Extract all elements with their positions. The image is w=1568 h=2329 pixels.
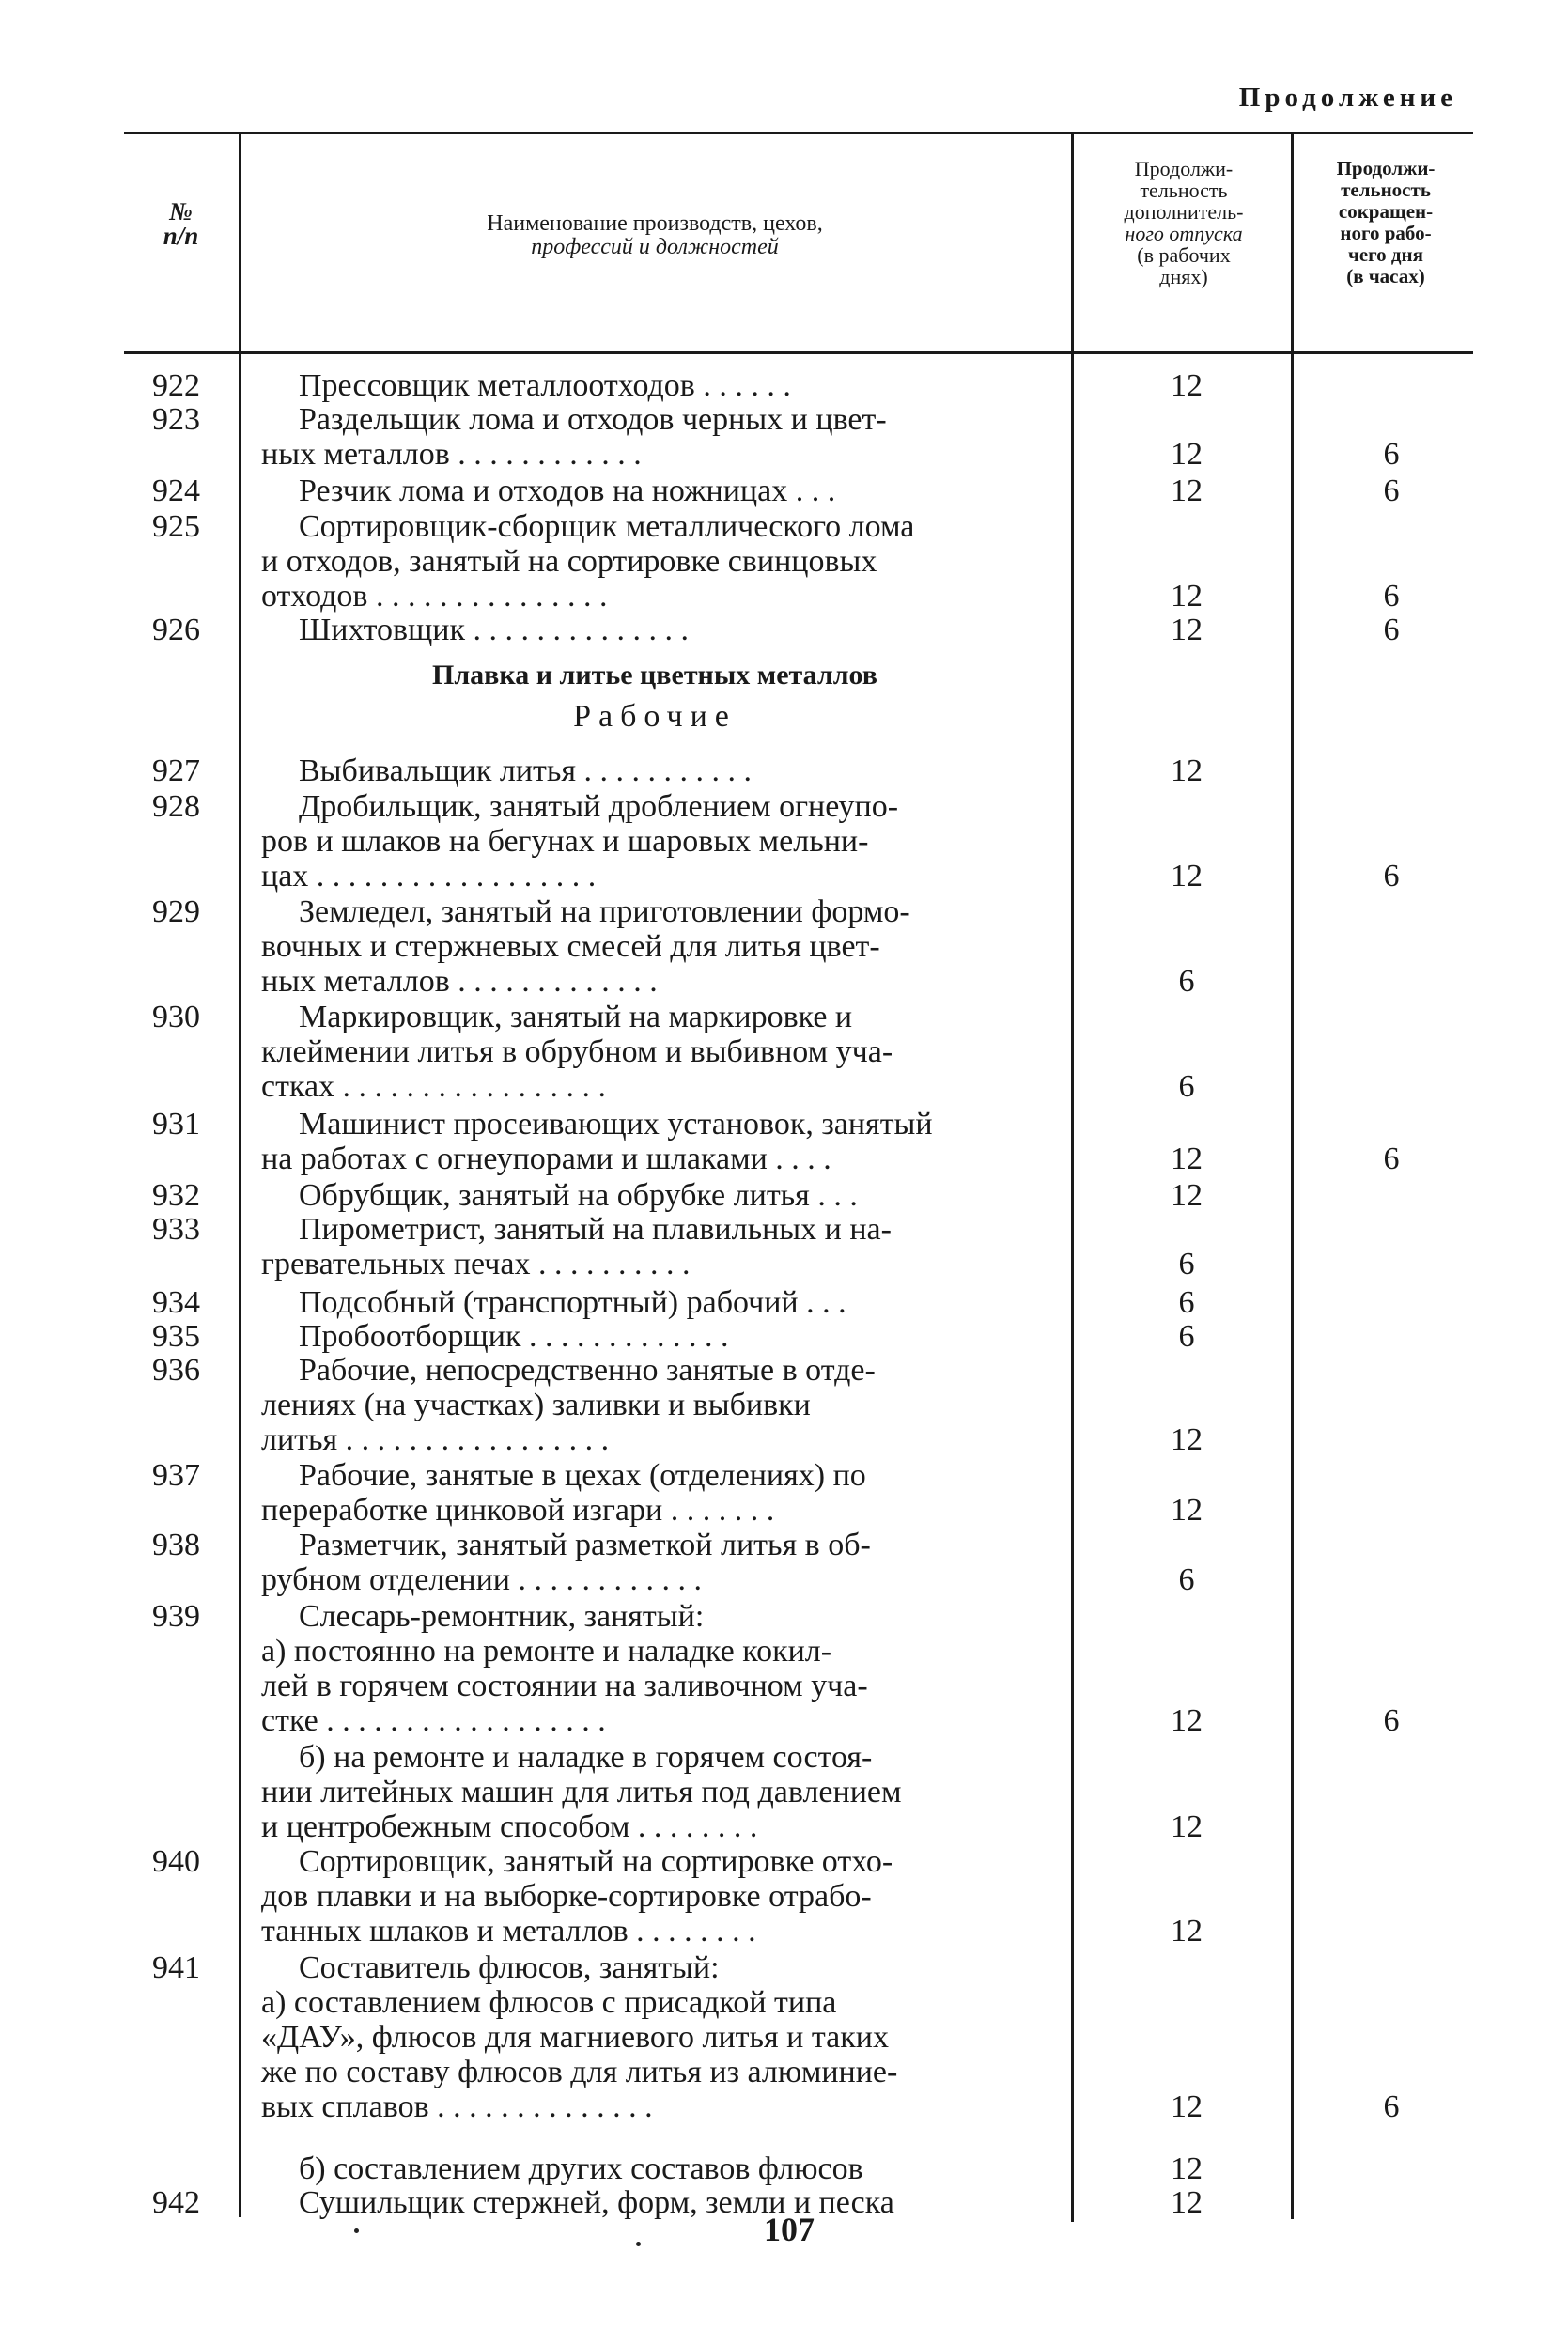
row-vacation-days: 12 — [1171, 368, 1203, 403]
header-vacation-line: Продолжи- — [1134, 157, 1234, 180]
row-description-line: Резчик лома и отходов на ножницах . . . — [299, 474, 836, 508]
row-description-line: Земледел, занятый на приготовлении формо- — [299, 894, 910, 929]
row-vacation-days: 6 — [1178, 1319, 1195, 1354]
row-description-line: и центробежным способом . . . . . . . . — [261, 1809, 758, 1844]
row-description-line: стках . . . . . . . . . . . . . . . . . — [261, 1069, 607, 1104]
row-description-line: вочных и стержневых смесей для литья цвет- — [261, 929, 880, 964]
header-number — [127, 199, 235, 248]
header-hours-line: Продолжи- — [1336, 157, 1436, 179]
row-description-line: Пирометрист, занятый на плавильных и на- — [299, 1212, 892, 1247]
row-description — [261, 1107, 1060, 1176]
row-description-line: Раздельщик лома и отходов черных и цвет- — [299, 402, 887, 437]
row-description — [299, 368, 1060, 403]
row-vacation-days: 12 — [1171, 1703, 1203, 1738]
row-vacation-days: 6 — [1178, 1285, 1195, 1320]
row-description-line: лениях (на участках) заливки и выбивки — [261, 1388, 811, 1422]
row-description — [261, 1599, 1060, 1738]
row-number: 925 — [152, 509, 200, 544]
row-number: 931 — [152, 1107, 200, 1141]
row-description — [299, 474, 1060, 508]
header-vacation-line: тельность — [1140, 179, 1228, 202]
row-description — [299, 2185, 1060, 2220]
row-description-line: рубном отделении . . . . . . . . . . . . — [261, 1562, 702, 1597]
row-vacation-days: 12 — [1171, 859, 1203, 893]
row-description — [299, 2151, 1060, 2186]
row-description — [261, 789, 1060, 893]
row-description-line: переработке цинковой изгари . . . . . . . — [261, 1493, 775, 1528]
row-description-line: Разметчик, занятый разметкой литья в об- — [299, 1528, 871, 1562]
header-name-line: профессий и должностей — [531, 235, 779, 259]
row-description — [261, 1353, 1060, 1457]
row-shortened-hours: 6 — [1383, 859, 1400, 893]
row-number: 942 — [152, 2185, 200, 2220]
column-divider-hours — [1291, 132, 1294, 2219]
row-description-line: Сортировщик, занятый на сортировке отхо- — [299, 1844, 893, 1879]
header-number-line: № — [169, 197, 193, 225]
header-name-line: Наименование производств, цехов, — [487, 211, 823, 236]
row-shortened-hours: 6 — [1383, 437, 1400, 472]
row-vacation-days: 12 — [1171, 1141, 1203, 1176]
row-description-line: на работах с огнеупорами и шлаками . . . . — [261, 1141, 831, 1176]
row-vacation-days: 12 — [1171, 437, 1203, 472]
row-number: 930 — [152, 1000, 200, 1034]
row-description-line: ров и шлаков на бегунах и шаровых мельни- — [261, 824, 869, 859]
row-shortened-hours: 6 — [1383, 2089, 1400, 2124]
row-description — [261, 1212, 1060, 1281]
row-number: 924 — [152, 474, 200, 508]
header-name — [246, 212, 1063, 259]
row-number: 937 — [152, 1458, 200, 1493]
table-top-rule — [124, 132, 1473, 134]
row-vacation-days: 12 — [1171, 474, 1203, 508]
row-description-line: ных металлов . . . . . . . . . . . . . — [261, 964, 658, 999]
row-description-line: отходов . . . . . . . . . . . . . . . — [261, 579, 608, 613]
row-vacation-days: 6 — [1178, 1247, 1195, 1281]
row-number: 926 — [152, 613, 200, 647]
row-description-line: стке . . . . . . . . . . . . . . . . . . — [261, 1703, 606, 1738]
row-description-line: «ДАУ», флюсов для магниевого литья и таких — [261, 2020, 889, 2055]
row-description-line: Сортировщик-сборщик металлического лома — [299, 509, 915, 544]
row-description-line: Выбивальщик литья . . . . . . . . . . . — [299, 753, 753, 788]
row-description — [261, 1000, 1060, 1104]
row-description-line: лей в горячем состоянии на заливочном уча- — [261, 1669, 868, 1703]
row-description — [299, 753, 1060, 788]
row-vacation-days: 12 — [1171, 2089, 1203, 2124]
column-divider-num — [239, 132, 241, 2217]
row-description-line: танных шлаков и металлов . . . . . . . . — [261, 1914, 756, 1949]
header-vacation-line: ного отпуска — [1125, 222, 1243, 245]
row-description-line: Рабочие, непосредственно занятые в отде- — [299, 1353, 876, 1388]
row-vacation-days: 6 — [1178, 1069, 1195, 1104]
row-vacation-days: 12 — [1171, 1493, 1203, 1528]
header-hours-line: сокращен- — [1338, 200, 1434, 223]
header-hours-line: тельность — [1341, 179, 1431, 201]
row-description-line: гревательных печах . . . . . . . . . . — [261, 1247, 691, 1281]
header-vacation-line: (в рабочих — [1137, 243, 1231, 267]
section-subtitle: Рабочие — [573, 699, 737, 734]
row-number: 922 — [152, 368, 200, 403]
header-bottom-rule — [124, 351, 1473, 354]
page-number: 107 — [764, 2211, 815, 2248]
row-description-line: б) на ремонте и наладке в горячем состоя- — [299, 1740, 873, 1775]
header-hours-line: чего дня — [1347, 243, 1423, 266]
row-description-line: Прессовщик металлоотходов . . . . . . — [299, 368, 791, 403]
row-description-line: вых сплавов . . . . . . . . . . . . . . — [261, 2089, 653, 2124]
row-description-line: а) постоянно на ремонте и наладке кокил- — [261, 1634, 832, 1669]
row-shortened-hours: 6 — [1383, 613, 1400, 647]
row-description — [261, 1740, 1060, 1844]
row-description-line: а) составлением флюсов с присадкой типа — [261, 1985, 837, 2020]
section-title: Плавка и литье цветных металлов — [432, 660, 877, 691]
print-speck — [354, 2228, 359, 2233]
row-shortened-hours: 6 — [1383, 474, 1400, 508]
row-shortened-hours: 6 — [1383, 1141, 1400, 1176]
row-description-line: цах . . . . . . . . . . . . . . . . . . — [261, 859, 597, 893]
row-description — [261, 1458, 1060, 1528]
row-description-line: Слесарь-ремонтник, занятый: — [299, 1599, 705, 1634]
row-description — [299, 1319, 1060, 1354]
row-number: 941 — [152, 1950, 200, 1985]
row-description — [299, 1285, 1060, 1320]
row-vacation-days: 12 — [1171, 579, 1203, 613]
column-divider-vac — [1071, 132, 1074, 2222]
row-vacation-days: 6 — [1178, 964, 1195, 999]
row-number: 934 — [152, 1285, 200, 1320]
row-description — [261, 1528, 1060, 1597]
row-description-line: Подсобный (транспортный) рабочий . . . — [299, 1285, 846, 1320]
row-shortened-hours: 6 — [1383, 579, 1400, 613]
row-number: 939 — [152, 1599, 200, 1634]
row-number: 932 — [152, 1178, 200, 1213]
row-description-line: Дробильщик, занятый дроблением огнеупо- — [299, 789, 899, 824]
header-vacation — [1079, 158, 1289, 287]
row-number: 936 — [152, 1353, 200, 1388]
row-description — [261, 1950, 1060, 2124]
row-description-line: дов плавки и на выборке-сортировке отрабо- — [261, 1879, 872, 1914]
row-description-line: же по составу флюсов для литья из алюминие- — [261, 2055, 898, 2089]
row-number: 929 — [152, 894, 200, 929]
row-vacation-days: 12 — [1171, 2151, 1203, 2186]
row-description-line: б) составлением других составов флюсов — [299, 2151, 863, 2186]
row-description — [261, 402, 1060, 472]
row-description-line: Маркировщик, занятый на маркировке и — [299, 1000, 853, 1034]
row-description-line: нии литейных машин для литья под давлением — [261, 1775, 902, 1809]
row-description-line: Рабочие, занятые в цехах (отделениях) по — [299, 1458, 866, 1493]
row-description-line: литья . . . . . . . . . . . . . . . . . — [261, 1422, 610, 1457]
row-shortened-hours: 6 — [1383, 1703, 1400, 1738]
header-hours — [1298, 158, 1473, 287]
header-hours-line: ного рабо- — [1340, 222, 1432, 244]
row-vacation-days: 12 — [1171, 1422, 1203, 1457]
row-description — [261, 1844, 1060, 1949]
row-number: 933 — [152, 1212, 200, 1247]
row-description-line: Шихтовщик . . . . . . . . . . . . . . — [299, 613, 690, 647]
row-description-line: Пробоотборщик . . . . . . . . . . . . . — [299, 1319, 729, 1354]
row-description-line: и отходов, занятый на сортировке свинцовых — [261, 544, 877, 579]
header-hours-line: (в часах) — [1346, 265, 1425, 287]
row-vacation-days: 12 — [1171, 753, 1203, 788]
row-number: 940 — [152, 1844, 200, 1879]
header-number-line: п/п — [163, 222, 199, 250]
row-description-line: ных металлов . . . . . . . . . . . . — [261, 437, 642, 472]
row-description-line: Составитель флюсов, занятый: — [299, 1950, 720, 1985]
row-number: 935 — [152, 1319, 200, 1354]
row-vacation-days: 12 — [1171, 1178, 1203, 1213]
row-number: 938 — [152, 1528, 200, 1562]
row-vacation-days: 12 — [1171, 1809, 1203, 1844]
row-description — [261, 509, 1060, 613]
row-vacation-days: 12 — [1171, 2185, 1203, 2220]
row-number: 927 — [152, 753, 200, 788]
row-description-line: Машинист просеивающих установок, занятый — [299, 1107, 933, 1141]
row-number: 923 — [152, 402, 200, 437]
row-vacation-days: 12 — [1171, 1914, 1203, 1949]
print-speck — [636, 2242, 641, 2246]
row-description — [299, 1178, 1060, 1213]
row-description-line: клеймении литья в обрубном и выбивном уча- — [261, 1034, 893, 1069]
row-description-line: Сушильщик стержней, форм, земли и песка — [299, 2185, 894, 2220]
row-description — [261, 894, 1060, 999]
row-description-line: Обрубщик, занятый на обрубке литья . . . — [299, 1178, 858, 1213]
header-vacation-line: днях) — [1159, 265, 1208, 288]
continuation-label: Продолжение — [1238, 83, 1457, 113]
row-description — [299, 613, 1060, 647]
row-number: 928 — [152, 789, 200, 824]
header-vacation-line: дополнитель- — [1124, 200, 1244, 224]
row-vacation-days: 6 — [1178, 1562, 1195, 1597]
row-vacation-days: 12 — [1171, 613, 1203, 647]
